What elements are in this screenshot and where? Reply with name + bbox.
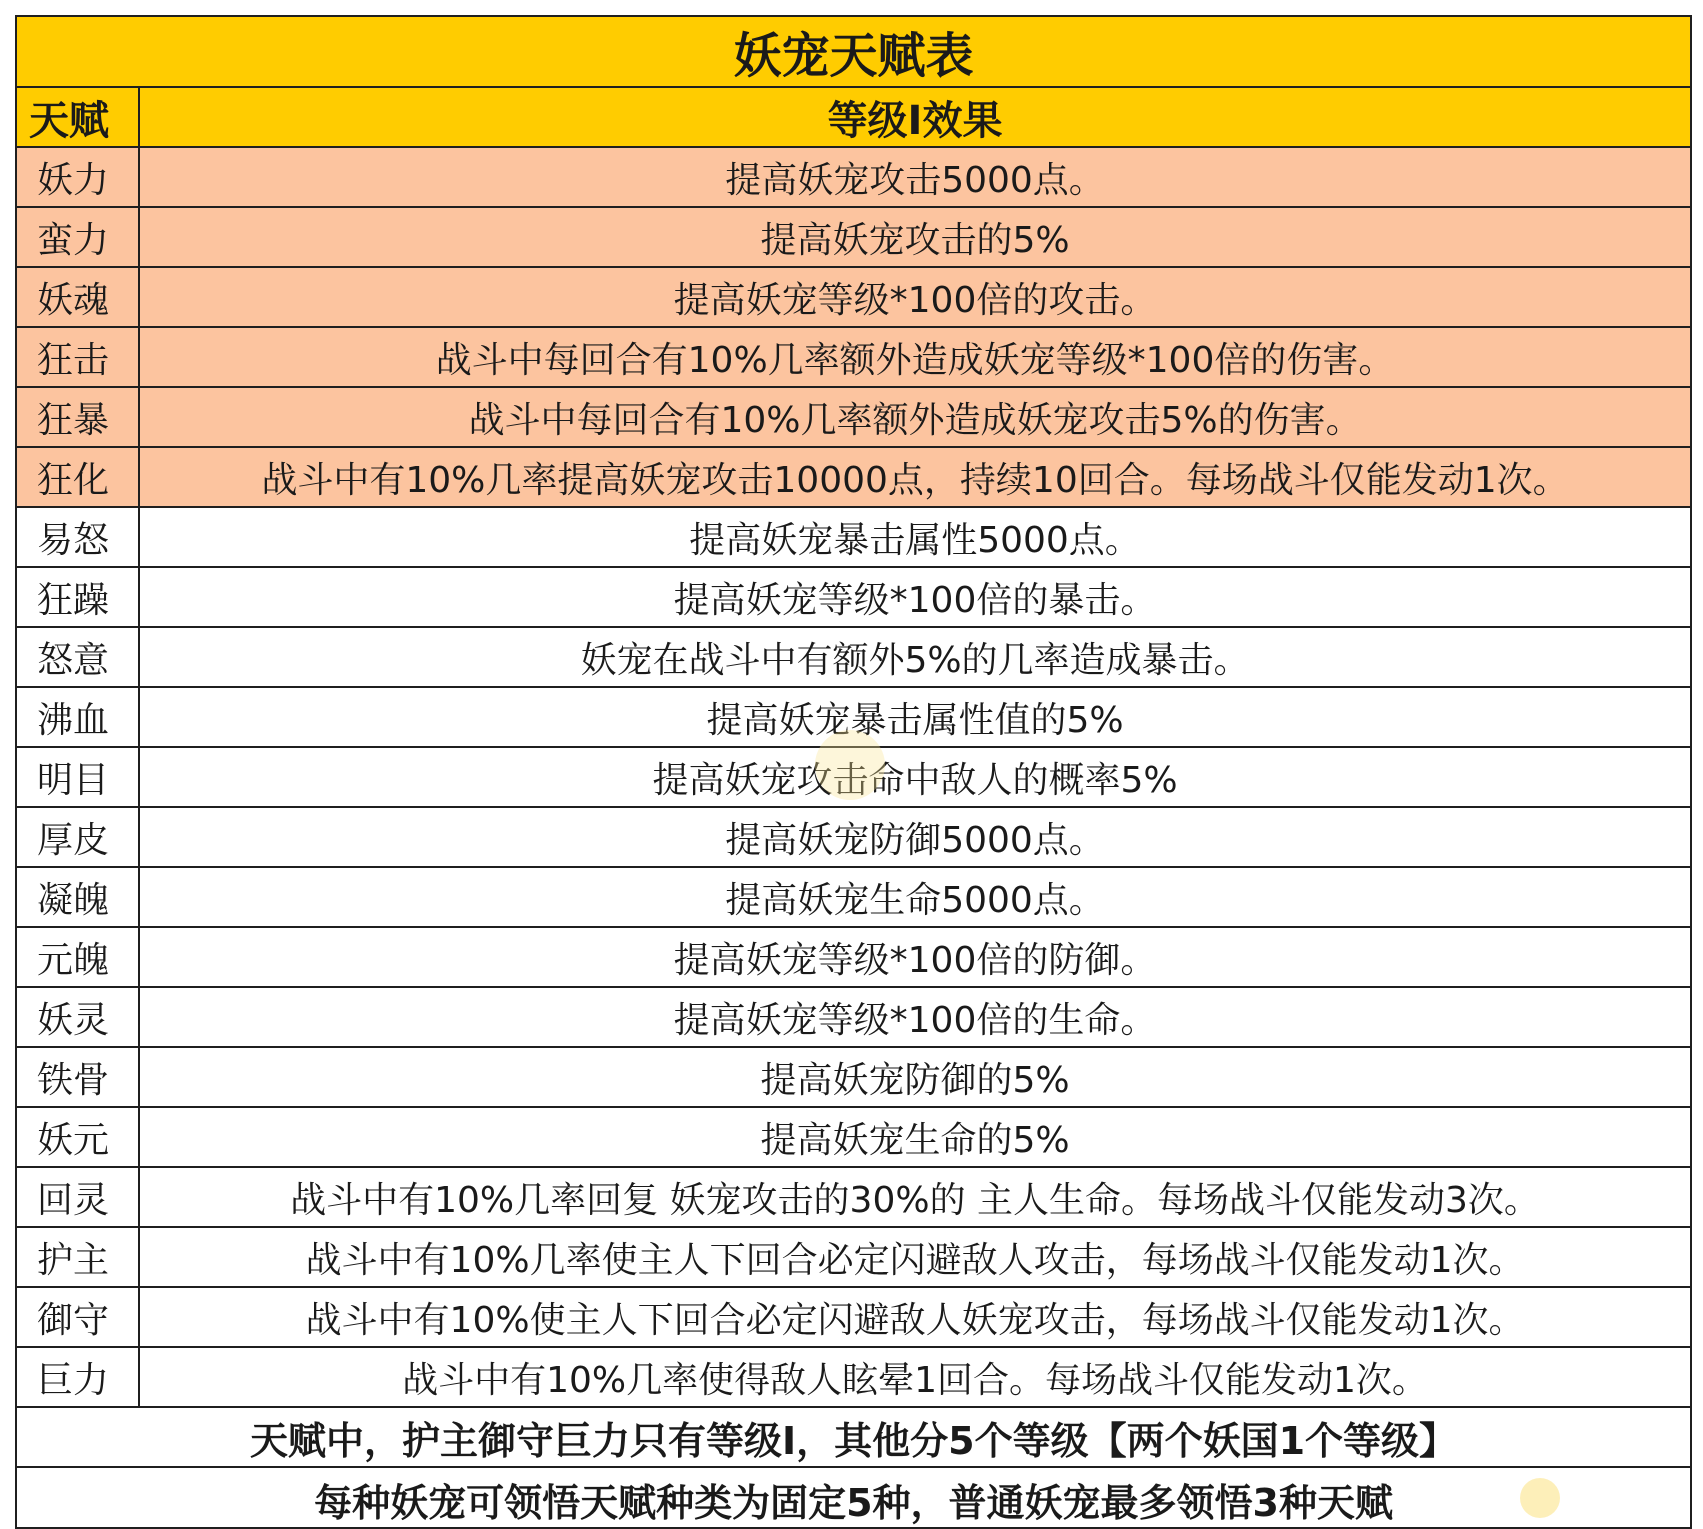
table-row [16,987,1691,1047]
talent-effect-cell: 提高妖宠防御的5% [139,1047,1691,1107]
talent-effect-cell: 战斗中有10%几率使得敌人眩晕1回合。每场战斗仅能发动1次。 [139,1347,1691,1407]
talent-name-cell: 妖灵 [16,987,139,1047]
talent-name-cell: 明目 [16,747,139,807]
talent-effect-cell: 提高妖宠防御5000点。 [139,807,1691,867]
table-row [16,627,1691,687]
talent-effect-cell: 战斗中每回合有10%几率额外造成妖宠等级*100倍的伤害。 [139,327,1691,387]
table-title: 妖宠天赋表 [16,16,1691,87]
table-row [16,327,1691,387]
table-row [16,867,1691,927]
table-row [16,567,1691,627]
table-row [16,207,1691,267]
talent-effect-cell: 提高妖宠攻击命中敌人的概率5% [139,747,1691,807]
talent-effect-cell: 提高妖宠攻击5000点。 [139,147,1691,207]
note-row [16,1407,1691,1467]
table-row [16,687,1691,747]
talent-table-sheet [15,15,1690,1529]
talent-name-cell: 易怒 [16,507,139,567]
talent-table-body [16,16,1691,1528]
talent-effect-cell: 战斗中有10%几率提高妖宠攻击10000点，持续10回合。每场战斗仅能发动1次。 [139,447,1691,507]
table-note: 天赋中，护主御守巨力只有等级I，其他分5个等级【两个妖国1个等级】 [16,1407,1691,1467]
talent-name-cell: 铁骨 [16,1047,139,1107]
talent-name-cell: 厚皮 [16,807,139,867]
table-row [16,1227,1691,1287]
talent-effect-cell: 提高妖宠暴击属性5000点。 [139,507,1691,567]
table-row [16,1047,1691,1107]
table-row [16,807,1691,867]
table-row [16,747,1691,807]
table-row [16,447,1691,507]
table-row [16,387,1691,447]
table-row [16,1167,1691,1227]
talent-effect-cell: 提高妖宠等级*100倍的生命。 [139,987,1691,1047]
table-row [16,927,1691,987]
talent-effect-cell: 提高妖宠生命的5% [139,1107,1691,1167]
talent-effect-cell: 妖宠在战斗中有额外5%的几率造成暴击。 [139,627,1691,687]
header-talent: 天赋 [16,87,139,147]
talent-name-cell: 巨力 [16,1347,139,1407]
talent-name-cell: 狂躁 [16,567,139,627]
talent-name-cell: 狂化 [16,447,139,507]
table-row [16,1347,1691,1407]
talent-name-cell: 凝魄 [16,867,139,927]
table-note: 每种妖宠可领悟天赋种类为固定5种，普通妖宠最多领悟3种天赋 [16,1467,1691,1528]
talent-effect-cell: 提高妖宠攻击的5% [139,207,1691,267]
title-row [16,16,1691,87]
talent-name-cell: 妖魂 [16,267,139,327]
header-effect: 等级I效果 [139,87,1691,147]
table-row [16,267,1691,327]
talent-effect-cell: 战斗中每回合有10%几率额外造成妖宠攻击5%的伤害。 [139,387,1691,447]
talent-effect-cell: 提高妖宠等级*100倍的攻击。 [139,267,1691,327]
talent-name-cell: 狂暴 [16,387,139,447]
talent-name-cell: 元魄 [16,927,139,987]
table-row [16,507,1691,567]
table-row [16,1287,1691,1347]
talent-name-cell: 护主 [16,1227,139,1287]
talent-name-cell: 狂击 [16,327,139,387]
talent-name-cell: 御守 [16,1287,139,1347]
talent-name-cell: 蛮力 [16,207,139,267]
talent-table [15,15,1692,1529]
table-row [16,1107,1691,1167]
talent-name-cell: 沸血 [16,687,139,747]
talent-name-cell: 怒意 [16,627,139,687]
talent-effect-cell: 提高妖宠等级*100倍的防御。 [139,927,1691,987]
talent-effect-cell: 提高妖宠生命5000点。 [139,867,1691,927]
note-row [16,1467,1691,1528]
talent-effect-cell: 战斗中有10%几率回复 妖宠攻击的30%的 主人生命。每场战斗仅能发动3次。 [139,1167,1691,1227]
talent-name-cell: 回灵 [16,1167,139,1227]
table-row [16,147,1691,207]
talent-effect-cell: 战斗中有10%使主人下回合必定闪避敌人妖宠攻击，每场战斗仅能发动1次。 [139,1287,1691,1347]
talent-effect-cell: 战斗中有10%几率使主人下回合必定闪避敌人攻击，每场战斗仅能发动1次。 [139,1227,1691,1287]
talent-name-cell: 妖力 [16,147,139,207]
header-row [16,87,1691,147]
talent-name-cell: 妖元 [16,1107,139,1167]
talent-effect-cell: 提高妖宠等级*100倍的暴击。 [139,567,1691,627]
talent-effect-cell: 提高妖宠暴击属性值的5% [139,687,1691,747]
